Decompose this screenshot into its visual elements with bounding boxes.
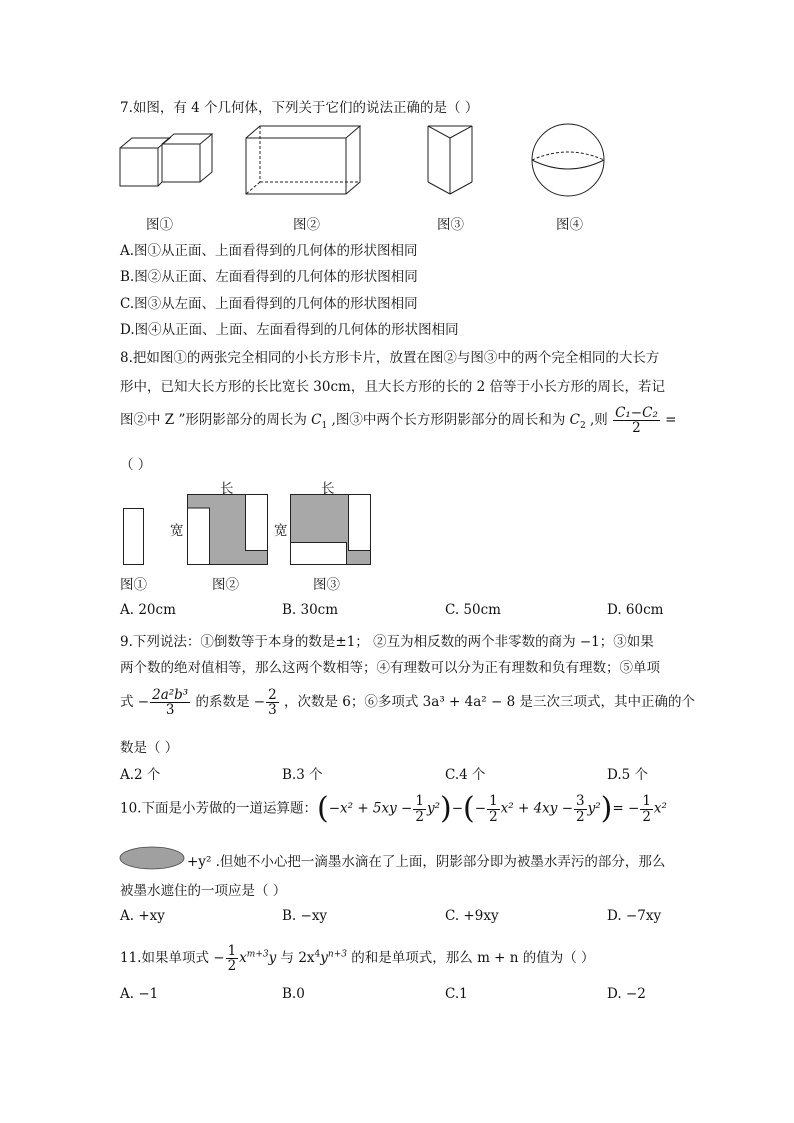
fig7-2-prism [244, 124, 364, 196]
fig7-3-triangular-prism [426, 124, 474, 196]
q8-option-c: C. 50cm [445, 602, 501, 618]
q7-option-b: B.图②从正面、左面看得到的几何体的形状图相同 [120, 269, 418, 285]
fig7-4-sphere [528, 122, 608, 198]
q8-option-d: D. 60cm [607, 602, 664, 618]
fig8-2-z-shape [187, 494, 269, 566]
fig8-label-2: 图② [212, 577, 239, 593]
q9-line-2: 两个数的绝对值相等，那么这两个数相等；④有理数可以分为正有理数和负有理数；⑤单项 [120, 660, 660, 676]
q8-paren: （ ） [120, 457, 152, 473]
fig8-2-wide-label: 宽 [170, 523, 184, 539]
fig8-3-two-rects [290, 494, 372, 566]
fig7-label-3: 图③ [437, 217, 464, 233]
fig8-label-1: 图① [120, 577, 147, 593]
fig8-label-3: 图③ [313, 577, 340, 593]
q10-line-2: +y² .但她不小心把一滴墨水滴在了上面，阴影部分即为被墨水弄污的部分，那么 [187, 854, 666, 870]
q9-monomial-fraction: $\frac{\text{2a²b³}}{3}$ [152, 687, 189, 719]
q7-option-c: C.图③从左面、上面看得到的几何体的形状图相同 [120, 296, 418, 312]
fig7-label-1: 图① [146, 217, 173, 233]
q8-option-b: B. 30cm [282, 602, 339, 618]
q11-option-c: C.1 [445, 986, 468, 1002]
fig8-1-small-rect [123, 508, 145, 566]
q9-coef-fraction: $\frac{2}{3}$ [268, 687, 277, 719]
q9-option-c: C.4 个 [445, 767, 486, 783]
q7-stem: 7.如图，有 4 个几何体，下列关于它们的说法正确的是（ ） [120, 100, 479, 116]
fig7-label-2: 图② [293, 217, 320, 233]
q10-line-3: 被墨水遮住的一项应是（ ） [120, 883, 287, 899]
q8-line-2: 形中，已知大长方形的长比宽长 30cm，且大长方形的长的 2 倍等于小长方形的周长，若记 [120, 379, 666, 395]
fig7-1-two-cubes [118, 132, 218, 192]
q10-option-a: A. +xy [120, 908, 165, 924]
ink-blot [119, 846, 185, 870]
q7-option-d: D.图④从正面、上面、左面看得到的几何体的形状图相同 [120, 322, 459, 338]
q9-line-1: 9.下列说法：①倒数等于本身的数是±1； ②互为相反数的两个非零数的商为 −1；③如果 [120, 634, 654, 650]
q8-line-1: 8.把如图①的两张完全相同的小长方形卡片，放置在图②与图③中的两个完全相同的大长方 [120, 350, 660, 366]
q10-line-1: 10.下面是小芳做的一道运算题：(−x² + 5xy − $\frac{1}{2}$ y²)−(− $\frac{1}{2}$ x² + 4xy − $\frac{3}{2}$ y²)= − $\frac{1}{2}$ x² [120, 791, 667, 826]
q9-option-b: B.3 个 [282, 767, 323, 783]
fig8-2-long-label: 长 [220, 481, 234, 497]
q9-line-3: 式 − $\frac{\text{2a²b³}}{3}$ 的系数是 − $\frac{2}{3}$ ，次数是 6；⑥多项式 3a³ + 4a² − 8 是三次三项式，其中正确的个 [120, 687, 695, 719]
q10-option-d: D. −7xy [607, 908, 662, 924]
q11-option-b: B.0 [282, 986, 305, 1002]
q9-line-4: 数是（ ） [120, 740, 179, 756]
q8-fraction: $\frac{\text{C₁−C₂}}{2}$ [615, 405, 658, 437]
fig7-label-4: 图④ [556, 217, 583, 233]
fig8-3-wide-label: 宽 [274, 523, 288, 539]
q11-option-d: D. −2 [607, 986, 646, 1002]
fig8-3-long-label: 长 [321, 481, 335, 497]
q10-option-b: B. −xy [282, 908, 328, 924]
q7-option-a: A.图①从正面、上面看得到的几何体的形状图相同 [120, 243, 418, 259]
q8-line-3: 图②中 Z ”形阴影部分的周长为 $C_1$ ,图③中两个长方形阴影部分的周长和为 $C_2$ ,则 $\frac{\text{C₁−C₂}}{2}$ = [120, 405, 677, 437]
q10-option-c: C. +9xy [445, 908, 499, 924]
q9-option-d: D.5 个 [607, 767, 649, 783]
q8-option-a: A. 20cm [120, 602, 176, 618]
q11-option-a: A. −1 [120, 986, 159, 1002]
q11-line: 11.如果单项式 − $\frac{1}{2}$ $x^{m+3}y$ 与 $2x^4y^{n+3}$ 的和是单项式，那么 m + n 的值为（ ） [120, 943, 595, 975]
q9-option-a: A.2 个 [120, 767, 161, 783]
